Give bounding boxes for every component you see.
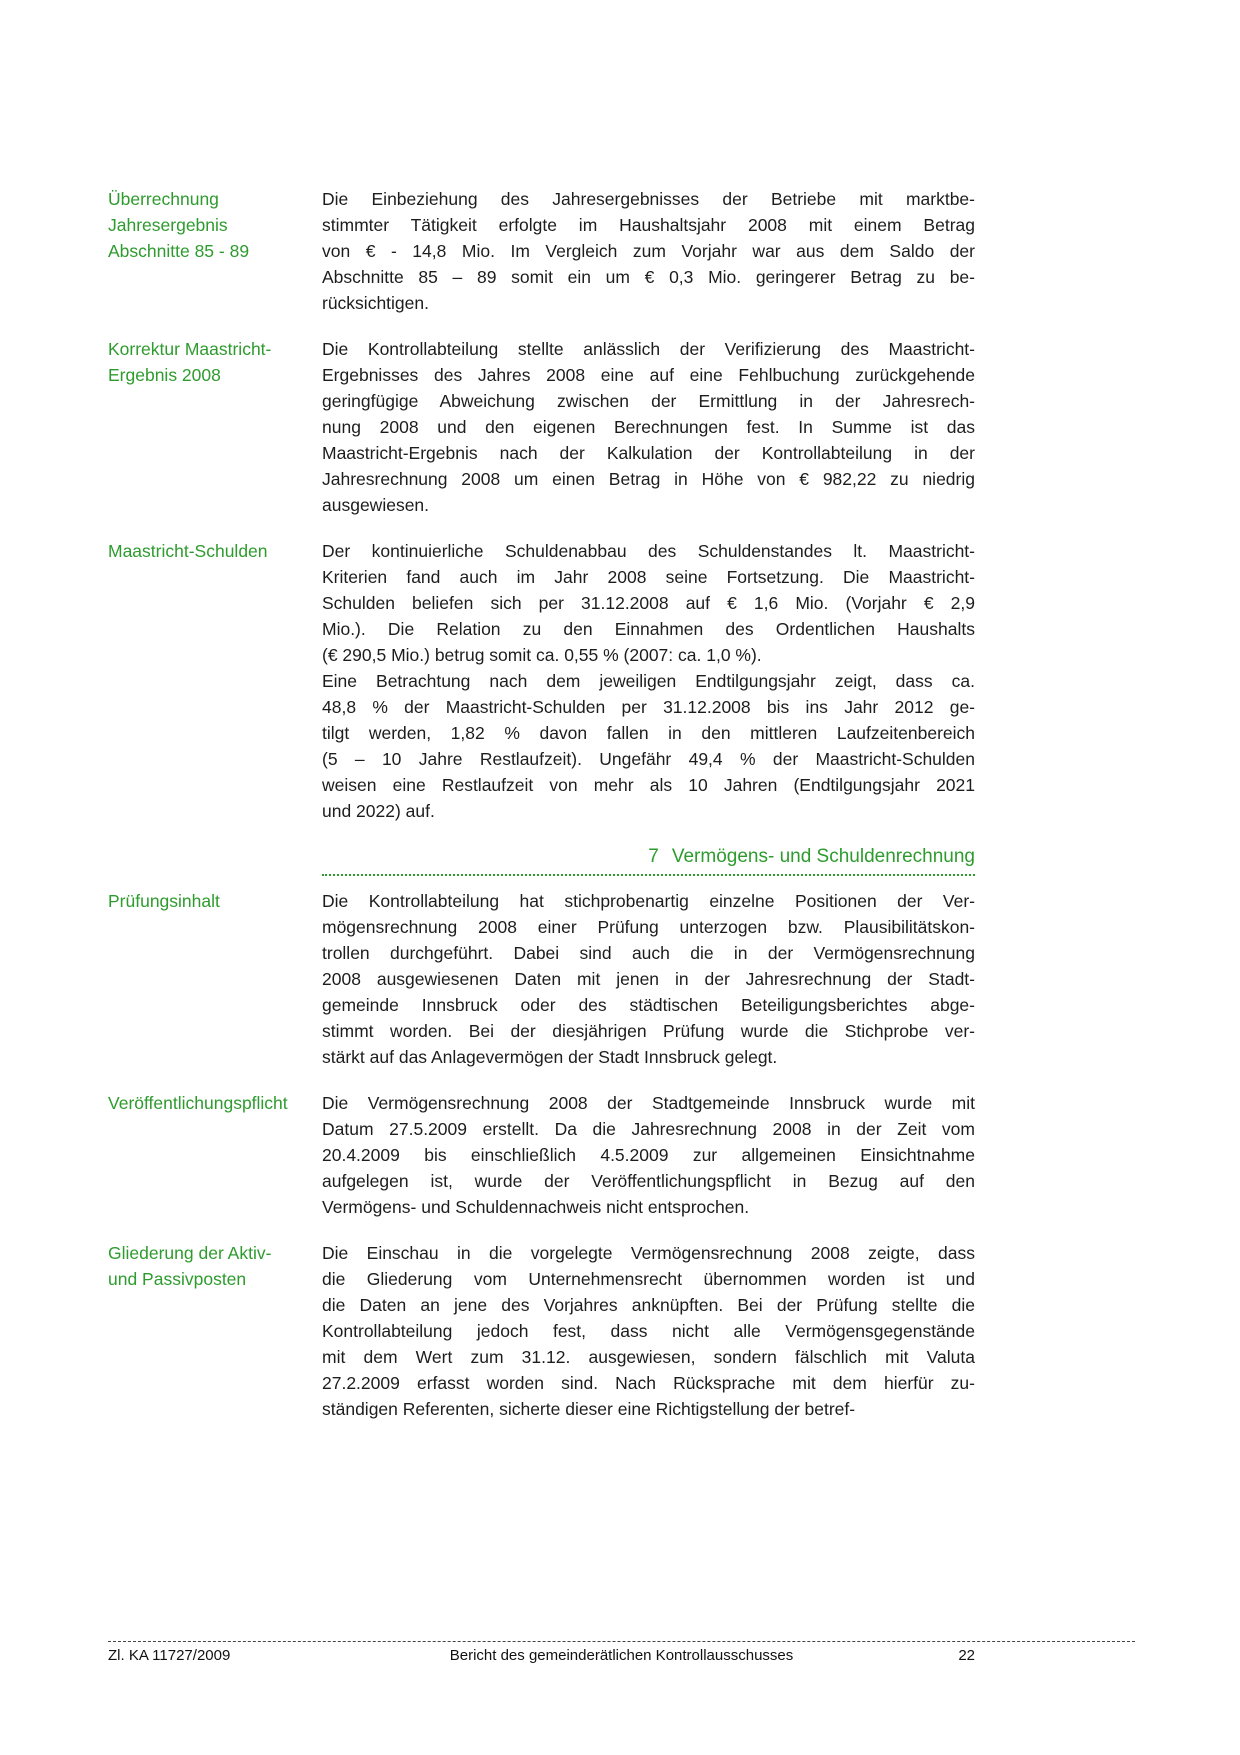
document-section bbox=[108, 538, 975, 824]
margin-label-column bbox=[108, 1240, 322, 1292]
paragraph-line: 20.4.2009 bis einschließlich 4.5.2009 zur allgemeinen Einsichtnahme bbox=[322, 1145, 975, 1165]
paragraph-line: ständigen Referenten, sicherte dieser eine Richtigstellung der betref- bbox=[322, 1399, 856, 1419]
margin-label-line: Prüfungsinhalt bbox=[108, 891, 220, 911]
margin-label-line: Jahresergebnis bbox=[108, 215, 228, 235]
paragraph-line: von € - 14,8 Mio. Im Vergleich zum Vorjahr war aus dem Saldo der bbox=[322, 241, 975, 261]
paragraph-line: stimmt worden. Bei der diesjährigen Prüfung wurde die Stichprobe ver- bbox=[322, 1021, 975, 1041]
paragraph-line: Ergebnisses des Jahres 2008 eine auf eine Fehlbuchung zurückgehende bbox=[322, 365, 975, 385]
document-section bbox=[108, 1240, 975, 1422]
document-section bbox=[108, 336, 975, 518]
footer-text-row bbox=[108, 1642, 1135, 1669]
footer-reference-number: Zl. KA 11727/2009 bbox=[108, 1647, 231, 1664]
paragraph-line: (5 – 10 Jahre Restlaufzeit). Ungefähr 49,4 % der Maastricht-Schulden bbox=[322, 749, 975, 769]
paragraph-line: nung 2008 und den eigenen Berechnungen fest. In Summe ist das bbox=[322, 417, 975, 437]
margin-label-line: Maastricht-Schulden bbox=[108, 541, 268, 561]
paragraph-line: ausgewiesen. bbox=[322, 495, 430, 515]
section-text-column bbox=[322, 186, 975, 316]
paragraph-line: Die Einbeziehung des Jahresergebnisses der Betriebe mit marktbe- bbox=[322, 189, 975, 209]
section-text-column bbox=[322, 538, 975, 824]
document-body bbox=[108, 186, 975, 1442]
paragraph-line: stärkt auf das Anlagevermögen der Stadt Innsbruck gelegt. bbox=[322, 1047, 778, 1067]
document-section bbox=[108, 1090, 975, 1220]
paragraph-line: 27.2.2009 erfasst worden sind. Nach Rücksprache mit dem hierfür zu- bbox=[322, 1373, 975, 1393]
margin-label-column bbox=[108, 186, 322, 264]
margin-label-line: und Passivposten bbox=[108, 1269, 247, 1289]
paragraph-line: Jahresrechnung 2008 um einen Betrag in Höhe von € 982,22 zu niedrig bbox=[322, 469, 975, 489]
paragraph-line: aufgelegen ist, wurde der Veröffentlichungspflicht in Bezug auf den bbox=[322, 1171, 975, 1191]
paragraph-line: Datum 27.5.2009 erstellt. Da die Jahresrechnung 2008 in der Zeit vom bbox=[322, 1119, 975, 1139]
paragraph-line: Maastricht-Ergebnis nach der Kalkulation der Kontrollabteilung in der bbox=[322, 443, 975, 463]
paragraph-line: Die Kontrollabteilung hat stichprobenartig einzelne Positionen der Ver- bbox=[322, 891, 975, 911]
section-text-column bbox=[322, 1090, 975, 1220]
section-number: 7 bbox=[648, 846, 659, 867]
footer-report-title: Bericht des gemeinderätlichen Kontrollausschusses bbox=[449, 1647, 794, 1664]
paragraph-line: stimmter Tätigkeit erfolgte im Haushaltsjahr 2008 mit einem Betrag bbox=[322, 215, 975, 235]
margin-label-line: Gliederung der Aktiv- bbox=[108, 1243, 272, 1263]
paragraph-line: tilgt werden, 1,82 % davon fallen in den mittleren Laufzeitenbereich bbox=[322, 723, 975, 743]
page-footer bbox=[108, 1641, 1135, 1669]
margin-label-line: Abschnitte 85 - 89 bbox=[108, 241, 250, 261]
paragraph-line: Die Vermögensrechnung 2008 der Stadtgemeinde Innsbruck wurde mit bbox=[322, 1093, 975, 1113]
paragraph-line: mit dem Wert zum 31.12. ausgewiesen, sondern fälschlich mit Valuta bbox=[322, 1347, 975, 1367]
paragraph-line: Kontrollabteilung jedoch fest, dass nicht alle Vermögensgegenstände bbox=[322, 1321, 975, 1341]
margin-label-line: Ergebnis 2008 bbox=[108, 365, 221, 385]
section-text-column bbox=[322, 888, 975, 1070]
margin-label-line: Veröffentlichungspflicht bbox=[108, 1093, 288, 1113]
margin-label-column bbox=[108, 1090, 322, 1116]
section-text-column bbox=[322, 1240, 975, 1422]
paragraph-line: Abschnitte 85 – 89 somit ein um € 0,3 Mio. geringerer Betrag zu be- bbox=[322, 267, 975, 287]
paragraph-line: rücksichtigen. bbox=[322, 293, 429, 313]
paragraph-line: Vermögens- und Schuldennachweis nicht entsprochen. bbox=[322, 1197, 750, 1217]
paragraph-line: die Gliederung vom Unternehmensrecht übernommen worden ist und bbox=[322, 1269, 975, 1289]
paragraph-line: Die Einschau in die vorgelegte Vermögensrechnung 2008 zeigte, dass bbox=[322, 1243, 975, 1263]
section-heading-row bbox=[108, 844, 975, 876]
paragraph-line: geringfügige Abweichung zwischen der Ermittlung in der Jahresrech- bbox=[322, 391, 975, 411]
paragraph-line: Die Kontrollabteilung stellte anlässlich der Verifizierung des Maastricht- bbox=[322, 339, 975, 359]
paragraph-line: Mio.). Die Relation zu den Einnahmen des Ordentlichen Haushalts bbox=[322, 619, 975, 639]
margin-label-column bbox=[108, 336, 322, 388]
margin-label-line: Überrechnung bbox=[108, 189, 219, 209]
paragraph-line: Der kontinuierliche Schuldenabbau des Schuldenstandes lt. Maastricht- bbox=[322, 541, 975, 561]
paragraph-line: die Daten an jene des Vorjahres anknüpften. Bei der Prüfung stellte die bbox=[322, 1295, 975, 1315]
document-section bbox=[108, 888, 975, 1070]
paragraph-line: Kriterien fand auch im Jahr 2008 seine Fortsetzung. Die Maastricht- bbox=[322, 567, 975, 587]
paragraph-line: Schulden beliefen sich per 31.12.2008 auf € 1,6 Mio. (Vorjahr € 2,9 bbox=[322, 593, 975, 613]
margin-label-line: Korrektur Maastricht- bbox=[108, 339, 272, 359]
section-title: Vermögens- und Schuldenrechnung bbox=[671, 846, 975, 867]
paragraph-line: Eine Betrachtung nach dem jeweiligen Endtilgungsjahr zeigt, dass ca. bbox=[322, 671, 975, 691]
paragraph-line: 48,8 % der Maastricht-Schulden per 31.12.2008 bis ins Jahr 2012 ge- bbox=[322, 697, 975, 717]
paragraph-line: gemeinde Innsbruck oder des städtischen Beteiligungsberichtes abge- bbox=[322, 995, 975, 1015]
margin-label-column bbox=[108, 538, 322, 564]
paragraph-line: mögensrechnung 2008 einer Prüfung unterzogen bzw. Plausibilitätskon- bbox=[322, 917, 975, 937]
section-heading bbox=[322, 844, 975, 876]
paragraph-line: und 2022) auf. bbox=[322, 801, 435, 821]
section-text-column bbox=[322, 336, 975, 518]
heading-column bbox=[322, 844, 975, 876]
document-section bbox=[108, 186, 975, 316]
paragraph-line: (€ 290,5 Mio.) betrug somit ca. 0,55 % (2007: ca. 1,0 %). bbox=[322, 645, 762, 665]
footer-page-number: 22 bbox=[958, 1647, 975, 1664]
paragraph-line: weisen eine Restlaufzeit von mehr als 10 Jahren (Endtilgungsjahr 2021 bbox=[322, 775, 975, 795]
margin-label-column bbox=[108, 888, 322, 914]
paragraph-line: trollen durchgeführt. Dabei sind auch die in der Vermögensrechnung bbox=[322, 943, 975, 963]
paragraph-line: 2008 ausgewiesenen Daten mit jenen in der Jahresrechnung der Stadt- bbox=[322, 969, 975, 989]
